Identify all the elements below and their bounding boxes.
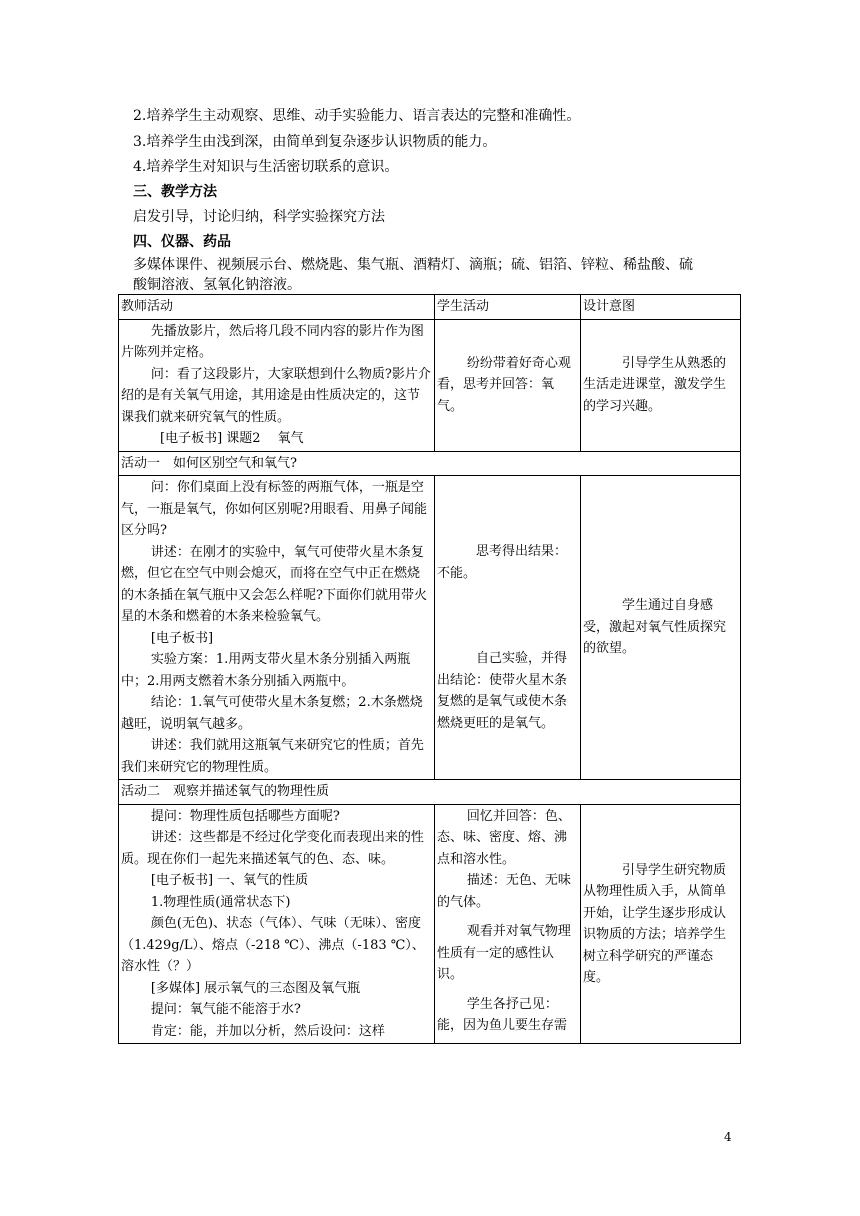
header-teacher: 教师活动 (119, 295, 435, 320)
table-row (119, 476, 741, 780)
design-cell: 引导学生研究物质从物理性质入手，从简单开始，让学生逐步形成认识物质的方法；培养学生树立科学研究的严谨态度。 (581, 804, 741, 1044)
teacher-cell: 问：你们桌面上没有标签的两瓶气体，一瓶是空气，一瓶是氧气，你如何区别呢?用眼看、用鼻子闻能区分吗? 讲述：在刚才的实验中，氧气可使带火星木条复燃，但它在空气中则会熄灭，而将在空气中正在燃烧的木条插在氧气瓶中又会怎么样呢?下面你们就用带火星的木条和燃着的木条来检验氧气。 [电子板书] 实验方案：1.用两支带火星木条分别插入两瓶中；2.用两支燃着木条分别插入两瓶中。 结论：1.氧气可使带火星木条复燃；2.木条燃烧越旺，说明氧气越多。 讲述：我们就用这瓶氧气来研究它的性质；首先我们来研究它的物理性质。 (119, 476, 435, 780)
line-3: 3.培养学生由浅到深，由简单到复杂逐步认识物质的能力。 (133, 134, 497, 150)
header-student: 学生活动 (435, 295, 581, 320)
activity-row (119, 780, 741, 805)
equipment-text-2: 酸铜溶液、氢氧化钠溶液。 (133, 277, 301, 293)
methods-text: 启发引导，讨论归纳，科学实验探究方法 (133, 209, 385, 225)
design-cell: 引导学生从熟悉的生活走进课堂，激发学生的学习兴趣。 (581, 319, 741, 451)
lesson-table (118, 294, 741, 1044)
table-row (119, 319, 741, 451)
student-cell: 回忆并回答：色、态、味、密度、熔、沸点和溶水性。 描述：无色、无味的气体。 观看并对氧气物理性质有一定的感性认识。 学生各抒己见：能，因为鱼儿要生存需 (435, 804, 581, 1044)
header-design: 设计意图 (581, 295, 741, 320)
activity-row (119, 451, 741, 476)
teacher-cell: 先播放影片，然后将几段不同内容的影片作为图片陈列并定格。 问：看了这段影片，大家联想到什么物质?影片介绍的是有关氧气用途，其用途是由性质决定的，这节课我们就来研究氧气的性质。 [电子板书] 课题2 氧气 (119, 319, 435, 451)
heading-methods: 三、教学方法 (133, 184, 217, 200)
heading-equipment: 四、仪器、药品 (133, 234, 231, 250)
teacher-cell: 提问：物理性质包括哪些方面呢? 讲述：这些都是不经过化学变化而表现出来的性质。现在你们一起先来描述氧气的色、态、味。 [电子板书] 一、氧气的性质 1.物理性质(通常状态下) 颜色(无色)、状态（气体）、气味（无味）、密度（1.429g/L）、熔点（-218 ℃）、沸点（-183 ℃）、溶水性（？） [多媒体] 展示氧气的三态图及氧气瓶 提问：氧气能不能溶于水? 肯定：能，并加以分析，然后设问：这样 (119, 804, 435, 1044)
student-cell: 纷纷带着好奇心观看，思考并回答：氧气。 (435, 319, 581, 451)
line-4: 4.培养学生对知识与生活密切联系的意识。 (133, 159, 399, 175)
student-cell: 思考得出结果：不能。 自己实验，并得出结论：使带火星木条复燃的是氧气或使木条燃烧更旺的是氧气。 (435, 476, 581, 780)
line-2: 2.培养学生主动观察、思维、动手实验能力、语言表达的完整和准确性。 (133, 108, 581, 124)
activity-1-title: 活动一 如何区别空气和氧气? (119, 451, 741, 476)
activity-2-title: 活动二 观察并描述氧气的物理性质 (119, 780, 741, 805)
equipment-text-1: 多媒体课件、视频展示台、燃烧匙、集气瓶、酒精灯、滴瓶；硫、铝箔、锌粒、稀盐酸、硫 (133, 257, 693, 273)
table-row (119, 804, 741, 1044)
header-row (119, 295, 741, 320)
design-cell: 学生通过自身感受，激起对氧气性质探究的欲望。 (581, 476, 741, 780)
page-number: 4 (724, 1130, 732, 1144)
